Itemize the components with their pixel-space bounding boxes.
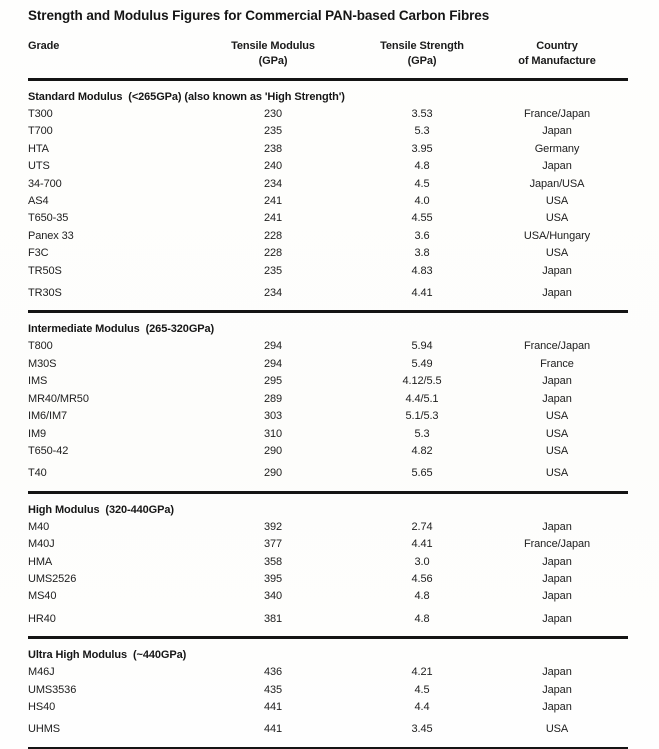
- cell-grade: IM9: [28, 427, 47, 440]
- table-row: [28, 536, 628, 553]
- column-header-tensile-modulus-label: Tensile Modulus: [231, 40, 315, 52]
- cell-tensile-modulus: 358: [263, 555, 283, 568]
- cell-country: USA: [545, 410, 569, 423]
- cell-tensile-modulus: 294: [263, 340, 283, 353]
- cell-tensile-modulus: 303: [263, 410, 283, 423]
- column-header-country-sublabel: of Manufacture: [518, 55, 596, 67]
- table-row: [28, 141, 628, 158]
- table-row: [28, 408, 628, 425]
- cell-grade: TR50S: [28, 264, 62, 277]
- section-divider-rule: [28, 636, 628, 639]
- column-header-tensile-strength-label: Tensile Strength: [380, 40, 464, 52]
- table-row: [28, 228, 628, 245]
- cell-country: USA/Hungary: [523, 229, 591, 242]
- cell-country: France/Japan: [523, 538, 591, 551]
- cell-tensile-modulus: 241: [263, 212, 283, 225]
- table-row: [28, 588, 628, 605]
- cell-country: Japan: [542, 287, 572, 300]
- cell-tensile-modulus: 240: [263, 160, 283, 173]
- cell-tensile-modulus: 290: [263, 467, 283, 480]
- table-row: [28, 426, 628, 443]
- table-row: [28, 611, 628, 628]
- cell-tensile-modulus: 381: [263, 612, 283, 625]
- section-rows: [28, 519, 628, 628]
- table-section: [28, 323, 628, 493]
- table-row: [28, 158, 628, 175]
- cell-country: Japan: [542, 700, 572, 713]
- cell-country: USA: [545, 212, 569, 225]
- cell-tensile-modulus: 377: [263, 538, 283, 551]
- table-row: [28, 443, 628, 460]
- table-row: [28, 263, 628, 280]
- cell-country: Japan/USA: [529, 177, 585, 190]
- cell-tensile-modulus: 294: [263, 357, 283, 370]
- cell-tensile-strength: 4.5: [414, 683, 430, 696]
- cell-country: USA: [545, 444, 569, 457]
- cell-country: Japan: [542, 160, 572, 173]
- table-row: [28, 391, 628, 408]
- cell-country: USA: [545, 247, 569, 260]
- cell-country: France/Japan: [523, 108, 591, 120]
- column-header-tensile-modulus-unit: (GPa): [258, 55, 288, 67]
- section-header: Intermediate Modulus (265-320GPa): [28, 323, 215, 336]
- cell-grade: T700: [28, 125, 53, 138]
- section-header: Ultra High Modulus (~440GPa): [28, 649, 187, 662]
- section-rows: [28, 664, 628, 739]
- cell-grade: M46J: [28, 666, 55, 679]
- cell-country: Japan: [542, 572, 572, 585]
- cell-tensile-modulus: 289: [263, 392, 283, 405]
- cell-grade: M40J: [28, 538, 55, 551]
- cell-country: USA: [545, 195, 569, 208]
- table-row: [28, 664, 628, 681]
- cell-tensile-strength: 3.45: [411, 723, 433, 736]
- table-row: [28, 465, 628, 482]
- cell-country: Japan: [542, 125, 572, 138]
- table-row: [28, 373, 628, 390]
- cell-tensile-strength: 4.4: [414, 700, 430, 713]
- cell-country: USA: [545, 723, 569, 736]
- cell-grade: HTA: [28, 142, 49, 155]
- cell-grade: UMS3536: [28, 683, 77, 696]
- cell-tensile-modulus: 392: [263, 520, 283, 533]
- cell-tensile-strength: 4.0: [414, 195, 430, 208]
- table-row: [28, 571, 628, 588]
- cell-tensile-modulus: 234: [263, 287, 283, 300]
- cell-grade: IM6/IM7: [28, 410, 68, 423]
- cell-country: Japan: [542, 683, 572, 696]
- cell-country: Japan: [542, 264, 572, 277]
- table-header-row: [28, 39, 628, 69]
- column-header-country: [486, 39, 628, 69]
- cell-tensile-strength: 3.53: [411, 108, 433, 120]
- cell-tensile-modulus: 441: [263, 723, 283, 736]
- cell-country: Germany: [534, 142, 580, 155]
- carbon-fibre-table: [28, 39, 628, 749]
- cell-tensile-strength: 4.8: [414, 590, 430, 603]
- cell-tensile-modulus: 228: [263, 247, 283, 260]
- table-row: [28, 356, 628, 373]
- cell-grade: HR40: [28, 612, 56, 625]
- column-header-country-label: Country: [536, 40, 578, 52]
- cell-tensile-strength: 4.5: [414, 177, 430, 190]
- table-row: [28, 285, 628, 302]
- column-header-tensile-strength: [358, 39, 486, 69]
- cell-grade: T650-42: [28, 444, 69, 457]
- cell-grade: AS4: [28, 195, 49, 208]
- table-row: [28, 721, 628, 738]
- cell-tensile-strength: 2.74: [411, 520, 433, 533]
- cell-tensile-strength: 4.83: [411, 264, 433, 277]
- cell-grade: F3C: [28, 247, 49, 260]
- cell-tensile-modulus: 290: [263, 444, 283, 457]
- cell-grade: HS40: [28, 700, 56, 713]
- cell-tensile-modulus: 295: [263, 375, 283, 388]
- table-row: [28, 699, 628, 716]
- cell-tensile-modulus: 238: [263, 142, 283, 155]
- table-section: [28, 649, 628, 749]
- cell-tensile-strength: 4.41: [411, 287, 433, 300]
- cell-tensile-strength: 4.4/5.1: [405, 392, 439, 405]
- cell-tensile-strength: 5.3: [414, 125, 430, 138]
- table-row: [28, 519, 628, 536]
- cell-grade: T650-35: [28, 212, 69, 225]
- cell-tensile-strength: 3.0: [414, 555, 430, 568]
- cell-tensile-strength: 4.8: [414, 612, 430, 625]
- cell-tensile-modulus: 230: [263, 108, 283, 120]
- cell-grade: UMS2526: [28, 572, 77, 585]
- cell-grade: HMA: [28, 555, 53, 568]
- table-row: [28, 106, 628, 123]
- cell-tensile-strength: 4.55: [411, 212, 433, 225]
- cell-tensile-modulus: 234: [263, 177, 283, 190]
- cell-tensile-strength: 5.65: [411, 467, 433, 480]
- cell-tensile-strength: 5.1/5.3: [405, 410, 439, 423]
- table-row: [28, 193, 628, 210]
- column-header-tensile-strength-unit: (GPa): [407, 55, 437, 67]
- cell-tensile-strength: 4.56: [411, 572, 433, 585]
- cell-tensile-modulus: 340: [263, 590, 283, 603]
- cell-tensile-strength: 4.21: [411, 666, 433, 679]
- section-header: High Modulus (320-440GPa): [28, 503, 174, 516]
- cell-tensile-strength: 5.49: [411, 357, 433, 370]
- cell-tensile-modulus: 235: [263, 125, 283, 138]
- cell-grade: UHMS: [28, 723, 60, 736]
- cell-tensile-modulus: 436: [263, 666, 283, 679]
- cell-grade: T40: [28, 467, 47, 480]
- cell-country: Japan: [542, 375, 572, 388]
- cell-grade: MR40/MR50: [28, 392, 89, 405]
- table-section: [28, 504, 628, 639]
- header-divider-rule: [28, 78, 628, 81]
- cell-tensile-strength: 4.12/5.5: [402, 375, 442, 388]
- cell-grade: M30S: [28, 357, 57, 370]
- cell-country: Japan: [542, 612, 572, 625]
- cell-tensile-modulus: 228: [263, 229, 283, 242]
- cell-grade: IMS: [28, 375, 48, 388]
- section-divider-rule: [28, 310, 628, 313]
- section-header: Standard Modulus (<265GPa) (also known as 'High Strength'): [28, 91, 345, 103]
- cell-grade: Panex 33: [28, 229, 74, 242]
- cell-tensile-strength: 4.82: [411, 444, 433, 457]
- table-section: [28, 91, 628, 313]
- cell-country: USA: [545, 467, 569, 480]
- table-row: [28, 682, 628, 699]
- column-header-grade-label: Grade: [28, 40, 60, 52]
- cell-grade: TR30S: [28, 287, 62, 300]
- cell-tensile-strength: 5.94: [411, 340, 433, 353]
- cell-tensile-modulus: 235: [263, 264, 283, 277]
- table-row: [28, 176, 628, 193]
- cell-country: France: [540, 357, 574, 370]
- cell-country: Japan: [542, 590, 572, 603]
- cell-tensile-modulus: 441: [263, 700, 283, 713]
- section-rows: [28, 106, 628, 302]
- cell-grade: MS40: [28, 590, 57, 603]
- cell-tensile-strength: 3.6: [414, 229, 430, 242]
- table-row: [28, 210, 628, 227]
- cell-country: USA: [545, 427, 569, 440]
- column-header-tensile-modulus: [188, 39, 358, 69]
- cell-tensile-modulus: 435: [263, 683, 283, 696]
- page-title: Strength and Modulus Figures for Commercial PAN-based Carbon Fibres: [28, 8, 490, 23]
- cell-tensile-modulus: 395: [263, 572, 283, 585]
- cell-grade: T300: [28, 108, 53, 120]
- table-row: [28, 338, 628, 355]
- cell-tensile-modulus: 241: [263, 195, 283, 208]
- cell-grade: T800: [28, 340, 53, 353]
- cell-country: Japan: [542, 520, 572, 533]
- cell-country: France/Japan: [523, 340, 591, 353]
- cell-grade: UTS: [28, 160, 50, 173]
- table-row: [28, 554, 628, 571]
- column-header-grade: [28, 39, 188, 69]
- cell-grade: 34-700: [28, 177, 62, 190]
- cell-tensile-modulus: 310: [263, 427, 283, 440]
- cell-tensile-strength: 4.8: [414, 160, 430, 173]
- cell-tensile-strength: 3.8: [414, 247, 430, 260]
- cell-country: Japan: [542, 392, 572, 405]
- cell-grade: M40: [28, 520, 50, 533]
- section-divider-rule: [28, 491, 628, 494]
- table-body: [28, 91, 628, 749]
- cell-tensile-strength: 4.41: [411, 538, 433, 551]
- cell-country: Japan: [542, 666, 572, 679]
- table-row: [28, 123, 628, 140]
- cell-tensile-strength: 5.3: [414, 427, 430, 440]
- section-rows: [28, 338, 628, 482]
- cell-tensile-strength: 3.95: [411, 142, 433, 155]
- table-row: [28, 245, 628, 262]
- cell-country: Japan: [542, 555, 572, 568]
